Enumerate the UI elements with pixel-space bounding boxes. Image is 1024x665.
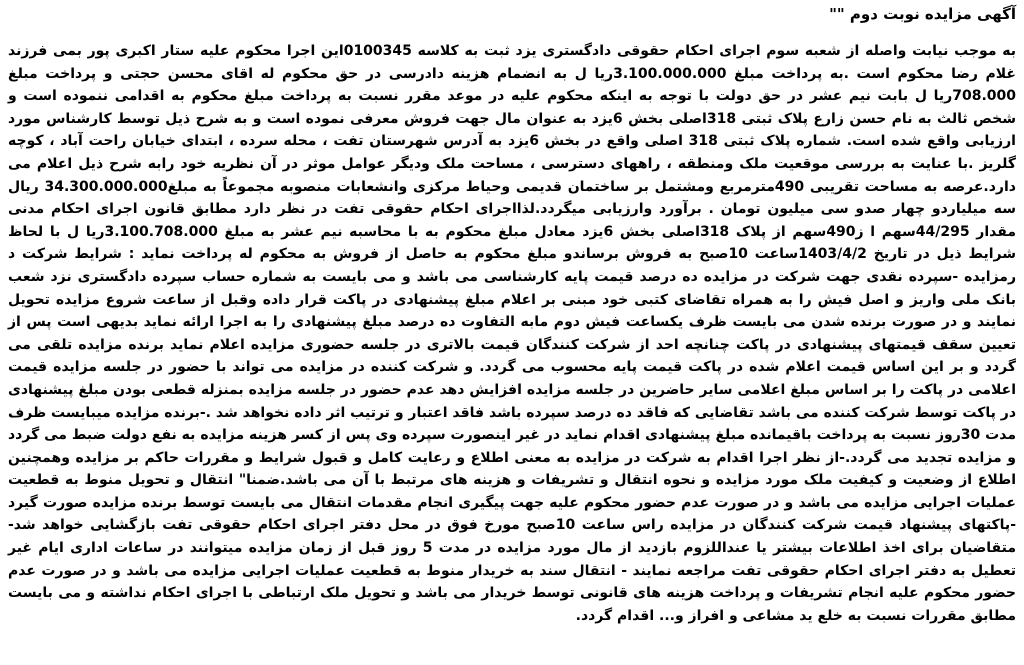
notice-title: آگهی مزایده نوبت دوم "" [829,5,1016,23]
notice-body-text: به موجب نیابت واصله از شعبه سوم اجرای احکام حقوقی دادگستری یزد ثبت به کلاسه 0100345این اجرا محکوم علیه ستار اکبری پور بمی فرزند غلام رضا محکوم است .به پرداخت مبلغ 3.100.000.000ریا ل به انضمام هزینه دادرسی در حق محکوم له اقای محسن حجتی و پرداخت مبلغ 708.000ریا ل بابت نیم عشر در حق دولت با توجه به اینکه محکوم علیه در موعد مقرر نسبت به پرداخت مبلغ محکوم به اقدامی ننموده است و شخص ثالث به نام حسن زارع پلاک ثبتی 318اصلی بخش 6یزد به عنوان مال جهت فروش معرفی نموده است و به شرح ذیل توسط کارشناس مورد ارزیابی واقع شده است. شماره پلاک ثبتی 318 اصلی واقع در بخش 6یزد به آدرس شهرستان تفت ، محله سرده ، ابتدای خیابان راحت آباد ، کوچه گلریز .با عنایت به بررسی موقعیت ملک ومنطقه ، راههای دسترسی ، مساحت ملک ودیگر عوامل موثر در آن نظریه خود رابه شرح ذیل اعلام می دارد.عرصه به مساحت تقریبی 490مترمربع ومشتمل بر ساختمان قدیمی وحیاط مرکزی وانشعابات منصوبه مجموعاً به مبلغ34.300.000.000 ریال سه میلیاردو چهار صدو سی میلیون تومان . برآورد وارزیابی میگردد.لذااجرای احکام حقوقی تفت در نظر دارد مطابق قانون اجرای احکام مدنی مقدار 44/295سهم ا ز490سهم از پلاک 318اصلی بخش 6یزد معادل مبلغ محکوم به با محاسبه نیم عشر به مبلغ 3.100.708.000ریا ل با لحاظ شرایط ذیل در تاریخ 1403/4/2ساعت 10صبح به فروش برساندو مبلغ محکوم به حاصل از فروش به محکوم له پرداخت نماید : شرایط شرکت د رمزایده -سپرده نقدی جهت شرکت در مزایده ده درصد قیمت پایه کارشناسی می باشد و می بایست به شماره حساب سپرده دادگستری نزد شعب بانک ملی واریز و اصل فیش را به همراه تقاضای کتبی خود مبنی بر اعلام مبلغ پیشنهادی در پاکت قرار داده وقبل از ساعت شروع مزایده تحویل نمایند و در صورت برنده شدن می بایست ظرف یکساعت فیش دوم مابه التفاوت ده درصد مبلغ پیشنهادی را به اجرا ارائه نماید بدیهی است پس از تعیین سقف قیمتهای پیشنهادی در پاکت چنانچه احد از شرکت کنندگان قیمت بالاتری در جلسه حضوری مزایده اعلام نماید برنده مزایده تلقی می گردد و بر این اساس قیمت اعلام شده در پاکت قیمت پایه محسوب می گردد. و شرکت کننده در مزایده می تواند با حضور در جلسه مزایده قیمت اعلامی در پاکت را بر اساس مبلغ اعلامی سایر حاضرین در جلسه مزایده افزایش دهد عدم حضور در جلسه مزایده بمنزله قطعی بودن مبلغ پیشنهادی در پاکت توسط شرکت کننده می باشد تقاضایی که فاقد ده درصد سپرده باشد فاقد اعتبار و ترتیب اثر داده نخواهد شد .-برنده مزایده میبایست ظرف مدت 30روز نسبت به پرداخت باقیمانده مبلغ پیشنهادی اقدام نماید در غیر اینصورت سپرده وی پس از کسر هزینه مزایده به نفع دولت ضبط می گردد و مزایده تجدید می گردد.-از نظر اجرا اقدام به شرکت در مزایده به معنی اطلاع و رعایت کامل و قبول شرایط و مقررات حاکم بر مزایده وهمچنین اطلاع از وضعیت و کیفیت ملک مورد مزایده و نحوه انتقال و تشریفات و هزینه های مرتبط با آن می باشد.ضمنا" انتقال و تحویل منوط به قطعیت عملیات اجرایی مزایده می باشد و در صورت عدم حضور محکوم علیه جهت پیگیری انجام مقدمات انتقال می بایست توسط برنده مزایده صورت گیرد -پاکتهای پیشنهاد قیمت شرکت کنندگان در مزایده راس ساعت 10صبح مورخ فوق در محل دفتر اجرای احکام حقوقی تفت بازگشایی خواهد شد-متقاضیان برای اخذ اطلاعات بیشتر یا عنداللزوم بازدید از مال مورد مزایده در مدت 5 روز قبل از زمان مزایده میتوانند در ساعات اداری ایام غیر تعطیل به دفتر اجرای احکام حقوقی تفت مراجعه نمایند - انتقال سند به خریدار منوط به قطعیت عملیات اجرایی مزایده می باشد و در صورت عدم حضور محکوم علیه انجام تشریفات و پرداخت هزینه های قانونی توسط خریدار می باشد و تحویل ملک ارتباطی با اجرای احکام نداشته و می بایست مطابق مقررات نسبت به خلع ید مشاعی و افراز و... اقدام گردد. [8,43,1017,624]
